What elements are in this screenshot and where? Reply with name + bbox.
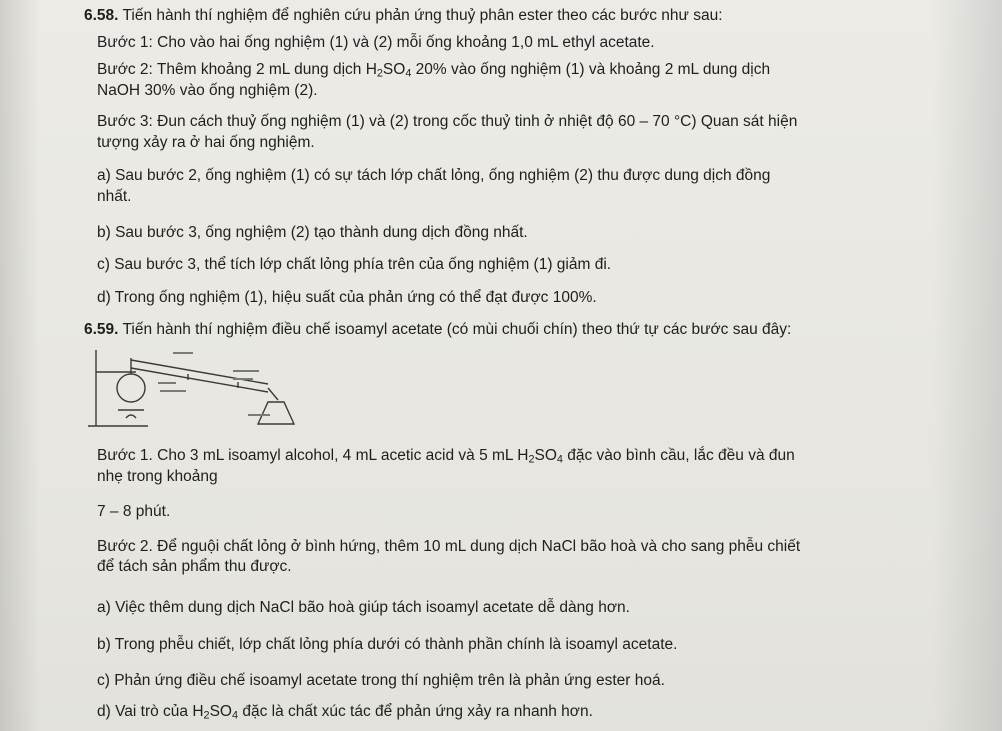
page-shadow-left [0,0,40,731]
receiving-flask [258,402,294,424]
step-2: Bước 2: Thêm khoảng 2 mL dung dịch $H_2SO_4$ 20% vào ống nghiệm (1) và khoảng 2 mL dung dịch [97,61,771,80]
exercise-title-text: Tiến hành thí nghiệm điều chế isoamyl acetate (có mùi chuối chín) theo thứ tự các bước sau đây: [122,321,792,338]
statement-a: a) Việc thêm dung dịch NaCl bão hoà giúp tách isoamyl acetate dễ dàng hơn. [97,599,630,616]
distillation-apparatus-figure [88,340,303,430]
statement-d: d) Vai trò của $H_2SO_4$ đặc là chất xúc tác để phản ứng xảy ra nhanh hơn. [97,703,593,722]
step-2: Bước 2. Để nguội chất lỏng ở bình hứng, thêm 10 mL dung dịch NaCl bão hoà và cho sang phễu chiết [97,538,801,555]
exercise-6-59-title [84,321,791,339]
step-2-continued: NaOH 30% vào ống nghiệm (2). [97,82,318,99]
exercise-number: 6.58. [84,7,119,24]
exercise-6-58-title [84,7,723,25]
step-1: Bước 1. Cho 3 mL isoamyl alcohol, 4 mL acetic acid và 5 mL $H_2SO_4$ đặc vào bình cầu, lắc đều và đun [97,447,795,466]
statement-c: c) Sau bước 3, thể tích lớp chất lỏng phía trên của ống nghiệm (1) giảm đi. [97,256,612,273]
step-3: Bước 3: Đun cách thuỷ ống nghiệm (1) và (2) trong cốc thuỷ tinh ở nhiệt độ 60 – 70 °C) Quan sát hiện [97,113,798,130]
round-bottom-flask [117,374,145,402]
statement-c: c) Phản ứng điều chế isoamyl acetate trong thí nghiệm trên là phản ứng ester hoá. [97,672,665,689]
exercise-number: 6.59. [84,321,119,338]
step-2-continued: để tách sản phẩm thu được. [97,558,292,575]
step-1-continued: nhẹ trong khoảng [97,468,218,485]
statement-a: a) Sau bước 2, ống nghiệm (1) có sự tách lớp chất lỏng, ống nghiệm (2) thu được dung dịch đồng [97,167,771,184]
statement-a-continued: nhất. [97,188,132,205]
step-1-time: 7 – 8 phút. [97,503,171,520]
step-1: Bước 1: Cho vào hai ống nghiệm (1) và (2) mỗi ống khoảng 1,0 mL ethyl acetate. [97,34,655,51]
exercise-title-text: Tiến hành thí nghiệm để nghiên cứu phản ứng thuỷ phân ester theo các bước như sau: [122,7,723,24]
statement-b: b) Trong phễu chiết, lớp chất lỏng phía dưới có thành phần chính là isoamyl acetate. [97,636,678,653]
page-shadow-right [932,0,1002,731]
step-3-continued: tượng xảy ra ở hai ống nghiệm. [97,134,315,151]
statement-d: d) Trong ống nghiệm (1), hiệu suất của phản ứng có thể đạt được 100%. [97,289,597,306]
statement-b: b) Sau bước 3, ống nghiệm (2) tạo thành dung dịch đồng nhất. [97,224,528,241]
flame [126,415,136,418]
